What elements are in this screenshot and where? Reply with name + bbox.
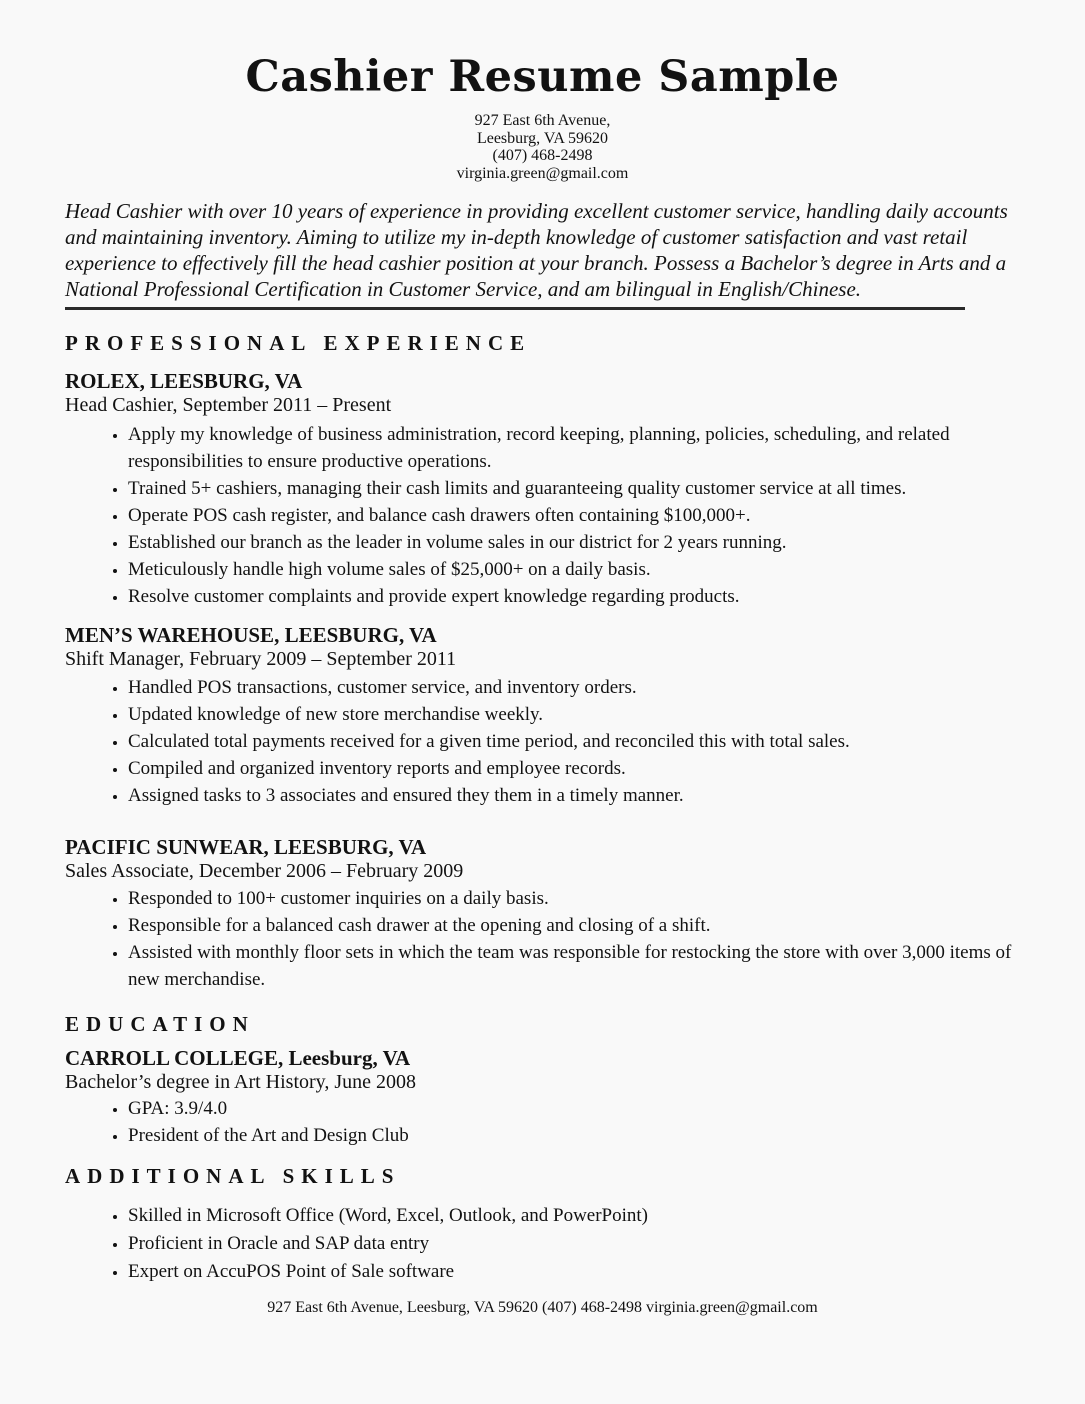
bullet-item: • Compiled and organized inventory reports and employee records.	[128, 755, 1020, 782]
role-dates: Shift Manager, February 2009 – September 2011	[65, 648, 457, 670]
section-heading-skills: ADDITIONAL SKILLS	[65, 1164, 401, 1188]
education-bullet-list	[65, 1095, 1020, 1149]
bullet-item: • Trained 5+ cashiers, managing their cash limits and guaranteeing quality customer service at all times.	[128, 475, 1020, 502]
education-section	[65, 1013, 1020, 1149]
bullet-item: • Handled POS transactions, customer service, and inventory orders.	[128, 674, 1020, 701]
header-divider	[65, 307, 965, 310]
degree-line: Bachelor’s degree in Art History, June 2008	[65, 1071, 417, 1093]
job-entry-rolex	[65, 369, 1020, 610]
job-bullet-list	[65, 674, 1020, 809]
section-heading-experience: PROFESSIONAL EXPERIENCE	[65, 331, 532, 355]
bullet-item: • Updated knowledge of new store merchandise weekly.	[128, 701, 1020, 728]
page-title: Cashier Resume Sample	[245, 52, 840, 102]
job-entry-mens-warehouse	[65, 623, 1020, 809]
bullet-item: • President of the Art and Design Club	[128, 1122, 1020, 1149]
role-dates: Head Cashier, September 2011 – Present	[65, 394, 392, 416]
bullet-item: • Responded to 100+ customer inquiries on a daily basis.	[128, 885, 1020, 912]
bullet-item: • Skilled in Microsoft Office (Word, Excel, Outlook, and PowerPoint)	[128, 1202, 1020, 1229]
section-heading-education: EDUCATION	[65, 1012, 255, 1036]
bullet-item: • Responsible for a balanced cash drawer at the opening and closing of a shift.	[128, 912, 1020, 939]
company-name: PACIFIC SUNWEAR, LEESBURG, VA	[65, 835, 427, 859]
job-bullet-list	[65, 421, 1020, 610]
bullet-item: • Calculated total payments received for a given time period, and reconciled this with total sales.	[128, 728, 1020, 755]
bullet-item: • Assigned tasks to 3 associates and ensured they them in a timely manner.	[128, 782, 1020, 809]
company-name: MEN’S WAREHOUSE, LEESBURG, VA	[65, 623, 437, 647]
bullet-item: • Resolve customer complaints and provide expert knowledge regarding products.	[128, 583, 1020, 610]
job-entry-pacific-sunwear	[65, 835, 1020, 993]
school-name: CARROLL COLLEGE, Leesburg, VA	[65, 1046, 411, 1070]
summary-paragraph: Head Cashier with over 10 years of experience in providing excellent customer service, handling daily accounts and maintaining inventory. Aiming to utilize my in-depth knowledge of customer satisfaction and vast retail experience to effectively fill the head cashier position at your branch. Possess a Bachelor’s degree in Arts and a National Professional Certification in Customer Service, and am bilingual in English/Chinese.	[65, 199, 1008, 301]
contact-block	[65, 112, 1020, 182]
company-name: ROLEX, LEESBURG, VA	[65, 369, 303, 393]
bullet-item: • GPA: 3.9/4.0	[128, 1095, 1020, 1122]
contact-phone: (407) 468-2498	[492, 147, 593, 164]
bullet-item: • Assisted with monthly floor sets in which the team was responsible for restocking the store with over 3,000 items of new merchandise.	[128, 939, 1020, 993]
bullet-item: • Meticulously handle high volume sales of $25,000+ on a daily basis.	[128, 556, 1020, 583]
skills-bullet-list	[65, 1202, 1020, 1285]
job-bullet-list	[65, 885, 1020, 993]
bullet-item: • Proficient in Oracle and SAP data entry	[128, 1230, 1020, 1257]
footer-contact-line: 927 East 6th Avenue, Leesburg, VA 59620 (407) 468-2498 virginia.green@gmail.com	[267, 1299, 818, 1316]
skills-section	[65, 1165, 1020, 1285]
bullet-item: • Established our branch as the leader in volume sales in our district for 2 years running.	[128, 529, 1020, 556]
contact-email: virginia.green@gmail.com	[456, 164, 629, 182]
contact-address-line1: 927 East 6th Avenue,	[474, 112, 611, 129]
role-dates: Sales Associate, December 2006 – February 2009	[65, 860, 464, 882]
bullet-item: • Apply my knowledge of business administration, record keeping, planning, policies, scheduling, and related responsibilities to ensure productive operations.	[128, 421, 1020, 475]
contact-address-line2: Leesburg, VA 59620	[476, 129, 609, 147]
bullet-item: • Expert on AccuPOS Point of Sale software	[128, 1258, 1020, 1285]
bullet-item: • Operate POS cash register, and balance cash drawers often containing $100,000+.	[128, 502, 1020, 529]
